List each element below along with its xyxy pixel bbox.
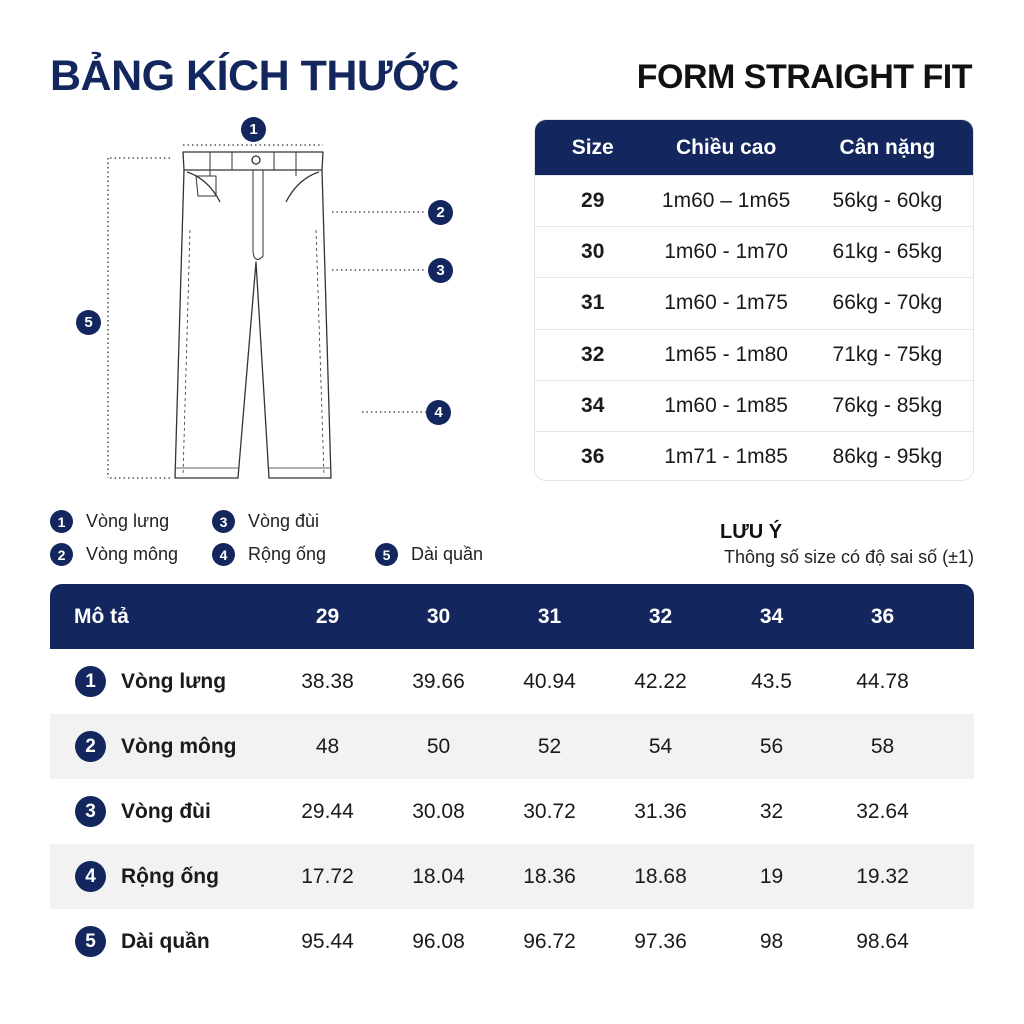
table-cell: 32.64 <box>856 799 909 823</box>
legend-label: Rộng ống <box>248 544 327 564</box>
row-label: Rộng ống <box>121 864 219 888</box>
table-cell: 98 <box>759 929 784 953</box>
table-cell: 19 <box>759 864 784 888</box>
size-value: 31 <box>581 291 605 315</box>
row-description <box>50 926 272 957</box>
table-cell: 18.36 <box>523 864 576 888</box>
height-value: 1m60 – 1m65 <box>661 189 791 213</box>
table-cell: 29.44 <box>301 799 354 823</box>
measurement-table-header <box>50 584 974 649</box>
note-text: Thông số size có độ sai số (±1) <box>724 547 974 567</box>
marker-3-badge: 3 <box>428 258 453 283</box>
table-cell: 18.68 <box>634 864 687 888</box>
table-cell: 42.22 <box>634 669 687 693</box>
row-label: Vòng đùi <box>121 799 211 823</box>
legend-badge: 2 <box>50 543 73 566</box>
table-cell: 39.66 <box>412 669 465 693</box>
size-chart <box>534 119 974 481</box>
size-chart-row <box>535 329 973 380</box>
pants-illustration <box>60 110 480 490</box>
row-badge: 4 <box>75 861 106 892</box>
height-value: 1m60 - 1m75 <box>664 291 788 315</box>
legend-item-waist <box>50 510 169 533</box>
legend-label: Vòng đùi <box>248 511 320 531</box>
size-value: 32 <box>581 342 605 366</box>
legend-item-leg-opening <box>212 543 326 566</box>
row-badge: 2 <box>75 731 106 762</box>
legend-badge: 4 <box>212 543 235 566</box>
table-cell: 58 <box>870 734 895 758</box>
table-row-leg-opening <box>50 844 974 909</box>
column-header-weight: Cân nặng <box>839 135 936 159</box>
marker-1-badge: 1 <box>241 117 266 142</box>
weight-value: 56kg - 60kg <box>832 189 943 213</box>
table-cell: 48 <box>315 734 340 758</box>
table-cell: 40.94 <box>523 669 576 693</box>
table-cell: 38.38 <box>301 669 354 693</box>
table-row-thigh <box>50 779 974 844</box>
size-value: 30 <box>581 240 605 264</box>
table-cell: 98.64 <box>856 929 909 953</box>
marker-5-badge: 5 <box>76 310 101 335</box>
height-value: 1m60 - 1m70 <box>664 240 788 264</box>
row-label: Vòng mông <box>121 734 237 758</box>
column-header-size: Size <box>571 135 614 159</box>
size-value: 29 <box>581 189 605 213</box>
weight-value: 61kg - 65kg <box>832 240 943 264</box>
size-chart-row <box>535 277 973 328</box>
column-header-size: 36 <box>870 604 895 628</box>
legend-label: Vòng lưng <box>86 511 170 531</box>
pants-diagram <box>60 110 480 490</box>
table-cell: 97.36 <box>634 929 687 953</box>
column-header-height: Chiều cao <box>675 135 777 159</box>
row-badge: 3 <box>75 796 106 827</box>
marker-4-badge: 4 <box>426 400 451 425</box>
table-cell: 44.78 <box>856 669 909 693</box>
column-header-size: 30 <box>426 604 451 628</box>
row-description <box>50 861 272 892</box>
legend-item-thigh <box>212 510 319 533</box>
size-value: 34 <box>581 393 605 417</box>
column-header-size: 32 <box>648 604 673 628</box>
table-cell: 30.72 <box>523 799 576 823</box>
weight-value: 76kg - 85kg <box>832 393 943 417</box>
legend-label: Vòng mông <box>86 544 179 564</box>
table-cell: 96.08 <box>412 929 465 953</box>
column-header-size: 29 <box>315 604 340 628</box>
size-chart-row <box>535 380 973 431</box>
row-badge: 5 <box>75 926 106 957</box>
table-cell: 54 <box>648 734 673 758</box>
column-header-size: 34 <box>759 604 784 628</box>
table-cell: 19.32 <box>856 864 909 888</box>
row-badge: 1 <box>75 666 106 697</box>
table-cell: 56 <box>759 734 784 758</box>
row-label: Dài quần <box>121 929 210 953</box>
row-description <box>50 666 272 697</box>
table-cell: 50 <box>426 734 451 758</box>
legend-badge: 1 <box>50 510 73 533</box>
table-cell: 52 <box>537 734 562 758</box>
table-cell: 30.08 <box>412 799 465 823</box>
marker-2-badge: 2 <box>428 200 453 225</box>
weight-value: 86kg - 95kg <box>832 445 943 469</box>
column-header-size: 31 <box>537 604 562 628</box>
weight-value: 71kg - 75kg <box>832 342 943 366</box>
legend-item-hip <box>50 543 178 566</box>
legend-badge: 3 <box>212 510 235 533</box>
legend-badge: 5 <box>375 543 398 566</box>
table-cell: 32 <box>759 799 784 823</box>
row-label: Vòng lưng <box>121 669 227 693</box>
table-row-hip <box>50 714 974 779</box>
legend-item-length <box>375 543 483 566</box>
height-value: 1m60 - 1m85 <box>664 393 788 417</box>
table-cell: 96.72 <box>523 929 576 953</box>
page-subtitle: FORM STRAIGHT FIT <box>636 58 972 96</box>
size-chart-row <box>535 175 973 226</box>
height-value: 1m65 - 1m80 <box>664 342 788 366</box>
note-title: LƯU Ý <box>720 521 783 543</box>
table-row-waist <box>50 649 974 714</box>
row-description <box>50 796 272 827</box>
table-cell: 43.5 <box>751 669 792 693</box>
weight-value: 66kg - 70kg <box>832 291 943 315</box>
table-cell: 18.04 <box>412 864 465 888</box>
size-chart-row <box>535 226 973 277</box>
size-chart-header <box>535 120 973 175</box>
size-value: 36 <box>581 445 605 469</box>
height-value: 1m71 - 1m85 <box>664 445 788 469</box>
page-title: BẢNG KÍCH THƯỚC <box>50 52 459 100</box>
row-description <box>50 731 272 762</box>
table-cell: 17.72 <box>301 864 354 888</box>
table-cell: 95.44 <box>301 929 354 953</box>
size-chart-row <box>535 431 973 481</box>
table-row-length <box>50 909 974 974</box>
table-cell: 31.36 <box>634 799 687 823</box>
legend-label: Dài quần <box>411 544 484 564</box>
measurement-table <box>50 584 974 974</box>
column-header-description: Mô tả <box>74 604 129 628</box>
